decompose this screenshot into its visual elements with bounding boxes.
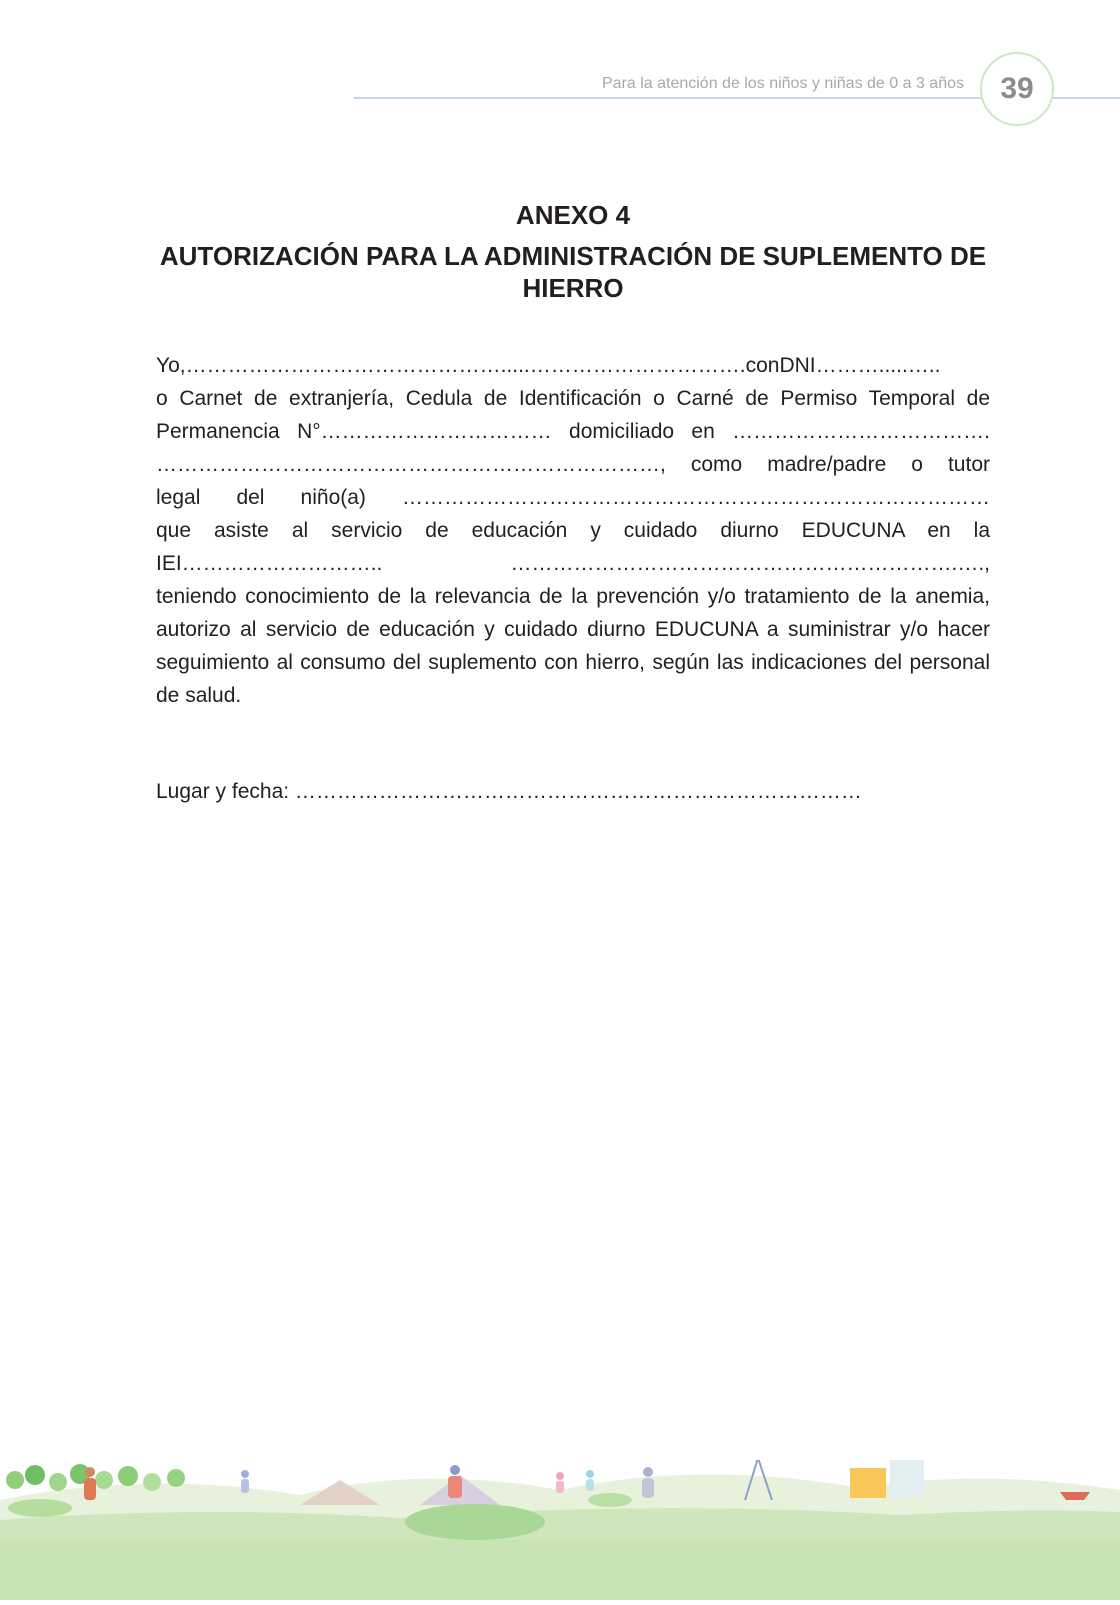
place-date-line: Lugar y fecha: ……………………………………………………………………… xyxy=(156,780,862,803)
body-line: legal del niño(a) ………………………………………………………………………… xyxy=(156,486,990,509)
annex-title: AUTORIZACIÓN PARA LA ADMINISTRACIÓN DE SUPLEMENTO DE HIERRO xyxy=(159,241,987,303)
body-line: o Carnet de extranjería, Cedula de Identificación o Carné de Permiso Temporal de xyxy=(156,387,990,410)
body-line: Permanencia N°…………………………… domiciliado en ………………………………. xyxy=(156,420,990,443)
page-number: 39 xyxy=(980,52,1054,126)
landscape-illustration xyxy=(0,1460,1120,1600)
running-title: Para la atención de los niños y niñas de 0 a 3 años xyxy=(601,75,964,92)
footer-illustration xyxy=(0,1460,1120,1600)
annex-label: ANEXO 4 xyxy=(515,200,631,230)
body-line: Yo,……………………………………….....………………………….conDNI……….....….. xyxy=(156,354,941,377)
body-line: ………………………………………………………………, como madre/padre o tutor xyxy=(156,453,990,476)
body-paragraph: teniendo conocimiento de la relevancia de la prevención y/o tratamiento de la anemia, autorizo al servicio de educación y cuidado diurno EDUCUNA a suministrar y/o hacer seguimiento al consumo del suplemento con hierro, según las indicaciones del personal de salud. xyxy=(156,585,990,707)
body-line: IEI……………………….. ……………………………………………………….…., xyxy=(156,552,990,575)
authorization-text xyxy=(156,349,990,712)
body-line: que asiste al servicio de educación y cuidado diurno EDUCUNA en la xyxy=(156,519,990,542)
